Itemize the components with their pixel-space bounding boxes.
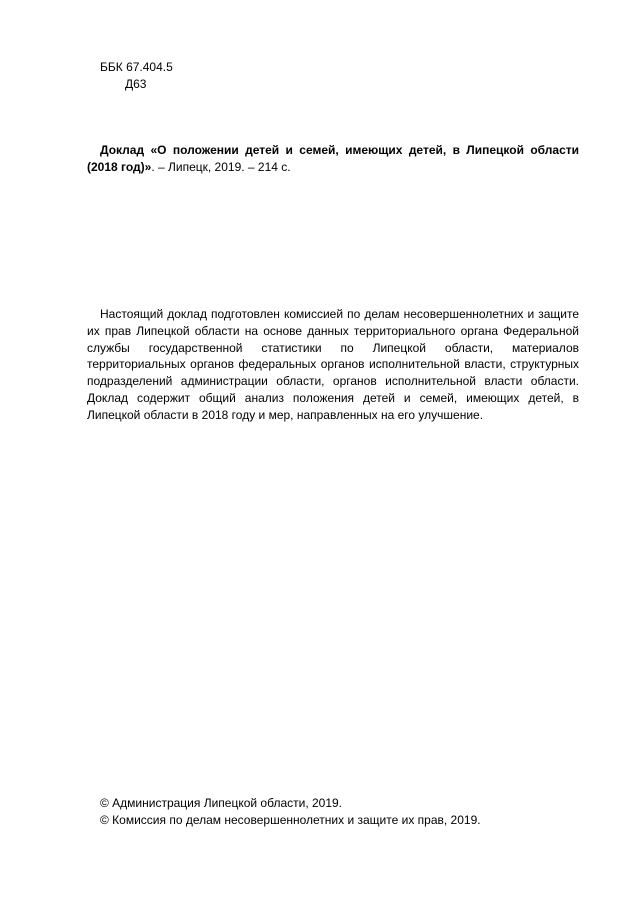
copyright-block: [100, 795, 481, 829]
classification-block: [100, 59, 173, 93]
author-mark: Д63: [125, 77, 147, 91]
copyright-line: © Администрация Липецкой области, 2019.: [100, 796, 343, 810]
bibliographic-citation: [87, 142, 579, 176]
citation-title: Доклад «О положении детей и семей, имеющих детей, в Липецкой области (2018 год)»: [87, 143, 579, 174]
copyright-line: © Комиссия по делам несовершеннолетних и защите их прав, 2019.: [100, 813, 481, 827]
bbk-code: ББК 67.404.5: [100, 60, 173, 74]
citation-details: . – Липецк, 2019. – 214 с.: [151, 160, 291, 174]
abstract-paragraph: Настоящий доклад подготовлен комиссией по делам несовершеннолетних и защите их прав Липецкой области на основе данных территориального органа Федеральной службы государственной статистики по Липецкой области, материалов территориальных органов федеральных органов исполнительной власти, структурных подразделений администрации области, органов исполнительной власти области. Доклад содержит общий анализ положения детей и семей, имеющих детей, в Липецкой области в 2018 году и мер, направленных на его улучшение.: [87, 307, 579, 422]
